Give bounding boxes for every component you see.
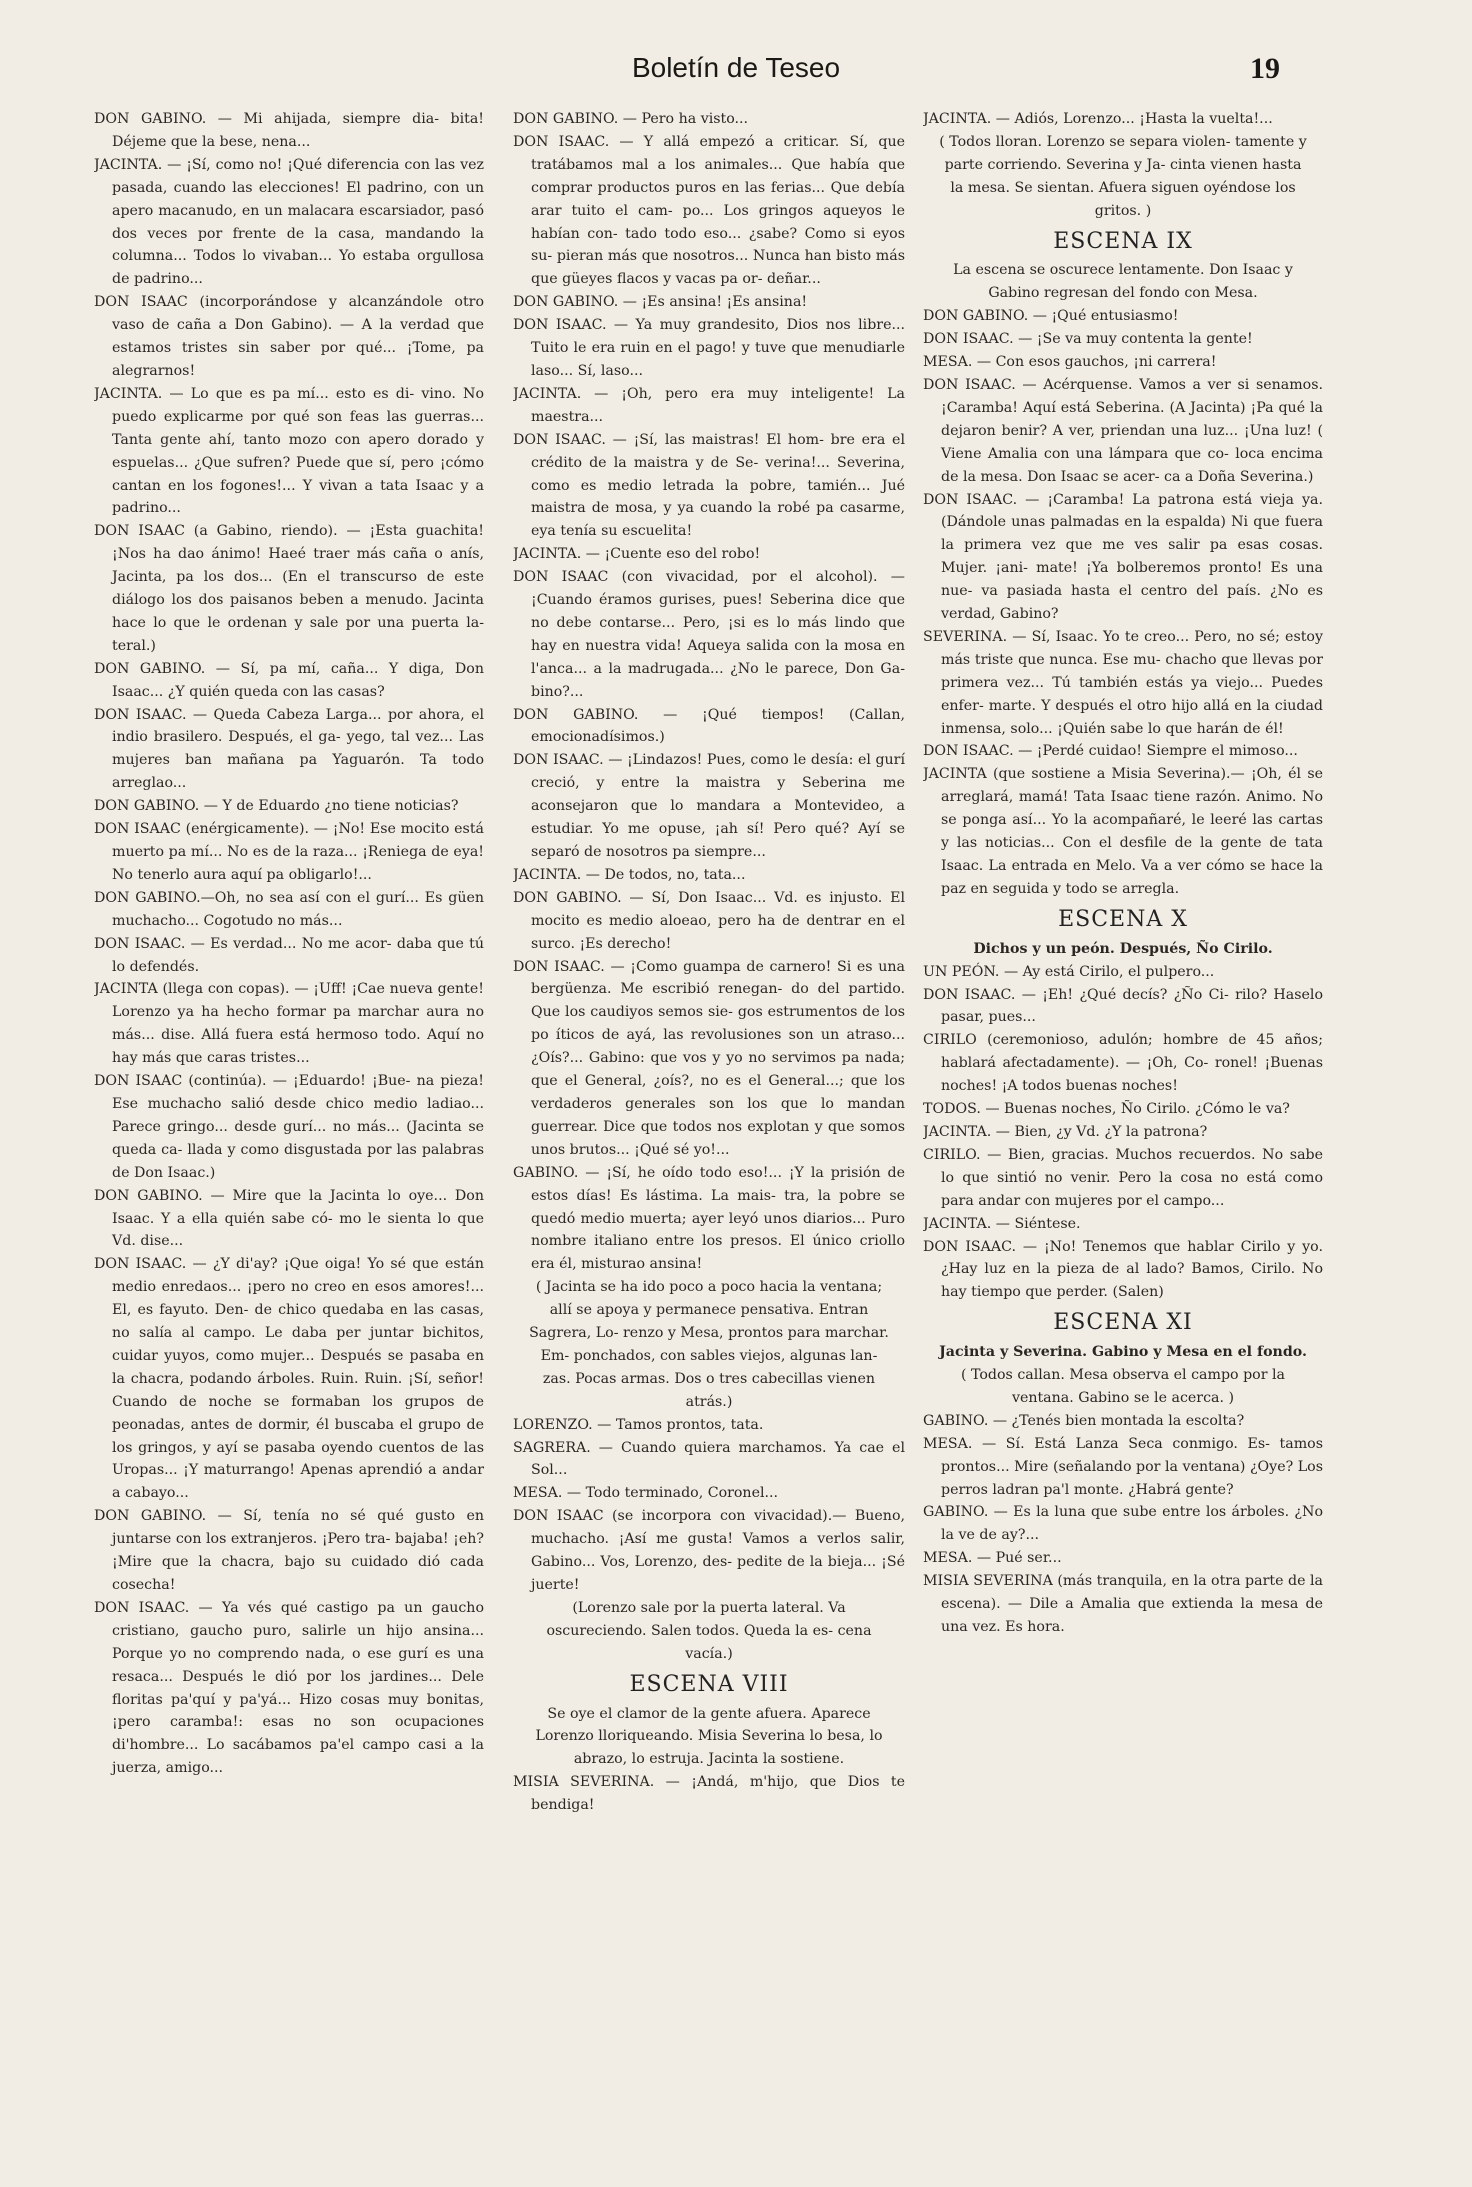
dialogue-line: DON ISAAC. — ¡Eh! ¿Qué decís? ¿Ño Ci- rilo? Haselo pasar, pues... (923, 986, 1323, 1026)
column-2 (513, 108, 905, 2178)
dialogue-line: DON GABINO. — Mi ahijada, siempre dia- bita! Déjeme que la bese, nena... (94, 111, 484, 150)
dialogue-line: DON ISAAC (incorporándose y alcanzándole otro vaso de caña a Don Gabino). — A la verdad que estamos tristes sin saber por qué... ¡Tome, pa alegrarnos! (94, 294, 484, 379)
stage-direction: ( Jacinta se ha ido poco a poco hacia la ventana; allí se apoya y permanece pensativa. Entran Sagrera, Lo- renzo y Mesa, prontos para marchar. Em- ponchados, con sables viejos, algunas lan- zas. Pocas armas. Dos o tres cabecillas vienen atrás.) (529, 1279, 889, 1410)
dialogue-line: DON GABINO. — ¡Qué entusiasmo! (923, 308, 1179, 325)
dialogue-line: DON ISAAC (se incorpora con vivacidad).— Bueno, muchacho. ¡Así me gusta! Vamos a verlos salir, Gabino... Vos, Lorenzo, des- pedite de la bieja... ¡Sé juerte! (513, 1508, 905, 1593)
dialogue-line: SAGRERA. — Cuando quiera marchamos. Ya cae el Sol... (513, 1439, 905, 1479)
dialogue-line: DON GABINO. — Sí, Don Isaac... Vd. es injusto. El mocito es medio aloeao, pero ha de dentrar en el surco. ¡Es derecho! (513, 889, 905, 952)
dialogue-line: DON GABINO. — ¡Es ansina! ¡Es ansina! (513, 294, 808, 311)
dialogue-line: DON ISAAC. — ¡Se va muy contenta la gente! (923, 331, 1253, 348)
scene-heading: ESCENA X (1058, 906, 1188, 932)
dialogue-line: MESA. — Pué ser... (923, 1550, 1062, 1567)
column-3 (923, 108, 1323, 2178)
stage-direction: ( Todos callan. Mesa observa el campo por la ventana. Gabino se le acerca. ) (960, 1367, 1286, 1406)
dialogue-line: DON ISAAC (a Gabino, riendo). — ¡Esta guachita! ¡Nos ha dao ánimo! Haeé traer más caña o anís, Jacinta, pa los dos... (En el transcurso de este diálogo los dos paisanos beben a menudo. Jacinta hace lo que le ordenan y sale por una puerta la- teral.) (94, 523, 484, 654)
page-number: 19 (1250, 52, 1280, 85)
scene-direction: Se oye el clamor de la gente afuera. Aparece Lorenzo lloriqueando. Misia Severina lo besa, lo abrazo, lo estruja. Jacinta la sostiene. (535, 1705, 883, 1768)
publication-title: Boletín de Teseo (631, 52, 841, 83)
dialogue-line: JACINTA. — De todos, no, tata... (513, 866, 746, 883)
dialogue-line: GABINO. — Es la luna que sube entre los árboles. ¿No la ve de ay?... (923, 1504, 1323, 1544)
dialogue-line: DON ISAAC. — ¡Como guampa de carnero! Si es una bergüenza. Me escribió renegan- do del partido. Que los caudiyos semos sie- gos estrumentos de los po íticos de ayá, las revolusiones son un atraso... ¿Oís?... Gabino: que vos y yo no servimos pa nada; que el General, ¿oís?, no es el General...; que los verdaderos generales son los que lo mandan guerrear. Dice que todos nos explotan y que somos unos brutos... ¡Qué sé yo!... (513, 958, 905, 1158)
dialogue-line: DON GABINO. — Sí, pa mí, caña... Y diga, Don Isaac... ¿Y quién queda con las casas? (94, 660, 484, 700)
dialogue-line: DON GABINO. — Mire que la Jacinta lo oye... Don Isaac. Y a ella quién sabe có- mo le sienta lo que Vd. dise... (94, 1187, 484, 1250)
dialogue-line: TODOS. — Buenas noches, Ño Cirilo. ¿Cómo le va? (923, 1101, 1290, 1118)
scene-heading: ESCENA IX (1053, 228, 1193, 254)
dialogue-line: MESA. — Con esos gauchos, ¡ni carrera! (923, 354, 1217, 371)
dialogue-line: DON ISAAC (enérgicamente). — ¡No! Ese mocito está muerto pa mí... No es de la raza... ¡Reniega de eya! No tenerlo aura aquí pa obligarlo!... (94, 821, 484, 883)
scene-direction: Dichos y un peón. Después, Ño Cirilo. (973, 940, 1273, 957)
dialogue-line: DON ISAAC (continúa). — ¡Eduardo! ¡Bue- na pieza! Ese muchacho salió desde chico medio ladiao... Parece gringo... desde gurí... no más... (Jacinta se queda ca- llada y como disgustada por las palabras de Don Isaac.) (94, 1073, 484, 1181)
dialogue-line: DON GABINO. — ¡Qué tiempos! (Callan, emocionadísimos.) (513, 706, 905, 746)
dialogue-line: DON ISAAC. — Y allá empezó a criticar. Sí, que tratábamos mal a los animales... Que había que comprar productos puros en las ferias... Que debía arar tuito el cam- po... Los gringos aqueyos le habían con- tado todo eso... ¿sabe? Como si eyos su- pieran más que nosotros... Nunca han bisto más que güeyes flacos y vacas pa or- deñar... (513, 133, 905, 288)
dialogue-line: DON GABINO. — Y de Eduardo ¿no tiene noticias? (94, 798, 459, 815)
scene-direction: Jacinta y Severina. Gabino y Mesa en el fondo. (939, 1344, 1307, 1361)
dialogue-line: DON ISAAC. — Queda Cabeza Larga... por ahora, el indio brasilero. Después, el ga- yego, tal vez... Las mujeres ban mañana pa Yaguarón. Ta todo arreglao... (94, 706, 484, 792)
dialogue-line: SEVERINA. — Sí, Isaac. Yo te creo... Pero, no sé; estoy más triste que nunca. Ese mu- chacho que llevas por primera vez... Tú también estás ya viejo... Puedes enfer- marte. Y después el otro hijo allá en la ciudad inmensa, solo... ¡Quién sabe lo que harán de él! (923, 628, 1323, 737)
stage-direction: (Lorenzo sale por la puerta lateral. Va oscureciendo. Salen todos. Queda la es- cena vacía.) (546, 1599, 872, 1662)
dialogue-line: JACINTA (llega con copas). — ¡Uff! ¡Cae nueva gente! Lorenzo ya ha hecho formar pa marchar aura no más... dise. Allá fuera está hermoso todo. Aquí no hay más que caras tristes... (94, 981, 484, 1067)
dialogue-line: DON GABINO. — Pero ha visto... (513, 111, 749, 127)
dialogue-line: DON ISAAC. — ¡Lindazos! Pues, como le desía: el gurí creció, y entre la maistra y Seberina me aconsejaron que lo mandara a Montevideo, a estudiar. Yo me opuse, ¡ah sí! Pero qué? Ayí se separó de nosotros pa siempre... (513, 752, 905, 860)
dialogue-line: JACINTA. — Adiós, Lorenzo... ¡Hasta la vuelta!... (923, 111, 1273, 127)
dialogue-line: DON GABINO.—Oh, no sea así con el gurí... Es güen muchacho... Cogotudo no más... (94, 889, 484, 929)
dialogue-line: DON ISAAC. — Ya muy grandesito, Dios nos libre... Tuito le era ruin en el pago! y tuve que menudiarle laso... Sí, laso... (513, 317, 905, 379)
dialogue-line: UN PEÓN. — Ay está Cirilo, el pulpero... (923, 963, 1215, 980)
dialogue-line: CIRILO (ceremonioso, adulón; hombre de 45 años; hablará afectadamente). — ¡Oh, Co- ronel! ¡Buenas noches! ¡A todos buenas noches! (923, 1032, 1323, 1095)
dialogue-line: JACINTA (que sostiene a Misia Severina).— ¡Oh, él se arreglará, mamá! Tata Isaac tiene razón. Animo. No se ponga así... Yo la acompañaré, le leeré las cartas y las noticias... Con el desfile de la gente de tata Isaac. La entrada en Melo. Va a ver cómo se hace la paz en seguida y todo se arregla. (923, 766, 1323, 897)
dialogue-line: JACINTA. — Lo que es pa mí... esto es di- vino. No puedo explicarme por qué son feas las guerras... Tanta gente ahí, tanto mozo con apero dorado y espuelas... ¿Que sufren? Puede que sí, pero ¡cómo cantan en los fogones!... Y vivan a tata Isaac y a padrino... (94, 385, 484, 517)
dialogue-line: JACINTA. — ¡Cuente eso del robo! (513, 546, 761, 563)
dialogue-line: MISIA SEVERINA (más tranquila, en la otra parte de la escena). — Dile a Amalia que extienda la mesa de una vez. Es hora. (923, 1573, 1323, 1635)
scene-heading: ESCENA XI (1053, 1310, 1193, 1336)
dialogue-line: MISIA SEVERINA. — ¡Andá, m'hijo, que Dios te bendiga! (513, 1774, 905, 1814)
dialogue-line: CIRILO. — Bien, gracias. Muchos recuerdos. No sabe lo que sintió no venir. Pero la cosa no está como para andar con mujeres por el campo... (923, 1146, 1323, 1209)
dialogue-line: DON ISAAC. — ¡Perdé cuidao! Siempre el mimoso... (923, 743, 1298, 760)
dialogue-line: MESA. — Todo terminado, Coronel... (513, 1485, 779, 1502)
dialogue-line: DON GABINO. — Sí, tenía no sé qué gusto en juntarse con los extranjeros. ¡Pero tra- bajaba! ¡eh? ¡Mire que la chacra, bajo su cuidado dió cada cosecha! (94, 1508, 484, 1593)
dialogue-line: DON ISAAC (con vivacidad, por el alcohol). — ¡Cuando éramos gurises, pues! Seberina dice que no debe contarse... Pero, ¡si es lo más lindo que hay en nuestra vida! Aqueya salida con la mosa en l'anca... a la madrugada... ¿No le parece, Don Ga- bino?... (513, 569, 905, 700)
stage-direction: ( Todos lloran. Lorenzo se separa violen- tamente y parte corriendo. Severina y Ja- cinta vienen hasta la mesa. Se sientan. Afuera siguen oyéndose los gritos. ) (939, 133, 1307, 219)
dialogue-line: MESA. — Sí. Está Lanza Seca conmigo. Es- tamos prontos... Mire (señalando por la ventana) ¿Oye? Los perros ladran pa'l monte. ¿Habrá gente? (923, 1435, 1323, 1498)
dialogue-line: DON ISAAC. — ¡No! Tenemos que hablar Cirilo y yo. ¿Hay luz en la pieza de al lado? Bamos, Cirilo. No hay tiempo que perder. (Salen) (923, 1238, 1323, 1301)
dialogue-line: DON ISAAC. — ¡Caramba! La patrona está vieja ya. (Dándole unas palmadas en la espalda) Ni que fuera la primera vez que me ves salir pa esas cosas. Mujer. ¡ani- mate! ¡Ya bolberemos pronto! Es una nue- va pasiada hasta el centro del país. ¿No es verdad, Gabino? (923, 491, 1323, 623)
dialogue-line: GABINO. — ¡Sí, he oído todo eso!... ¡Y la prisión de estos días! Es lástima. La mais- tra, la pobre se quedó medio muerta; ayer leyó unos diarios... Puro nombre italiano entre los presos. El único criollo era él, misturao ansina! (513, 1164, 905, 1273)
dialogue-line: JACINTA. — ¡Sí, como no! ¡Qué diferencia con las vez pasada, cuando las elecciones! El padrino, con un apero macanudo, en un malacara escarsiador, pasó dos veces por frente de la casa, mandando la columna... Todos lo vivaban... Yo estaba orgullosa de padrino... (94, 156, 484, 288)
dialogue-line: JACINTA. — Bien, ¿y Vd. ¿Y la patrona? (923, 1123, 1208, 1140)
dialogue-line: DON ISAAC. — Es verdad... No me acor- daba que tú lo defendés. (94, 935, 484, 975)
scene-direction: La escena se oscurece lentamente. Don Isaac y Gabino regresan del fondo con Mesa. (953, 262, 1293, 302)
dialogue-line: LORENZO. — Tamos prontos, tata. (513, 1416, 764, 1433)
column-1 (94, 108, 484, 2178)
dialogue-line: JACINTA. — Siéntese. (923, 1215, 1081, 1232)
dialogue-line: JACINTA. — ¡Oh, pero era muy inteligente! La maestra... (513, 385, 905, 425)
dialogue-line: DON ISAAC. — Acérquense. Vamos a ver si senamos. ¡Caramba! Aquí está Seberina. (A Jacinta) ¡Pa qué la dejaron benir? A ver, priendan una luz... ¡Una luz! ( Viene Amalia con una lámpara que co- loca encima de la mesa. Don Isaac se acer- ca a Doña Severina.) (923, 376, 1323, 485)
dialogue-line: DON ISAAC. — ¿Y di'ay? ¡Que oiga! Yo sé que están medio enredaos... ¡pero no creo en esos amores!... El, es fayuto. Den- de chico quedaba en las casas, no salía al campo. Le daba per juntar bichitos, cuidar yuyos, como mujer... Después se pasaba en la chacra, podando árboles. Ruin. Ruin. ¡Sí, señor! Cuando de noche se formaban los grupos de peonadas, antes de dormir, él buscaba el grupo de los gringos, y ayí se pasaba oyendo cuentos de las Uropas... ¡Y maturrango! Apenas aprendió a andar a cabayo... (94, 1256, 484, 1502)
scene-heading: ESCENA VIII (629, 1671, 789, 1697)
dialogue-line: GABINO. — ¿Tenés bien montada la escolta? (923, 1412, 1245, 1429)
dialogue-line: DON ISAAC. — ¡Sí, las maistras! El hom- bre era el crédito de la maistra y de Se- verina!... Severina, como es medio letrada la pobre, tamién... Jué maistra de mosa, y ya cuando la robé pa casarme, eya tenía su escuelita! (513, 431, 905, 540)
dialogue-line: DON ISAAC. — Ya vés qué castigo pa un gaucho cristiano, gaucho puro, salirle un hijo ansina... Porque yo no comprendo nada, o ese gurí es una resaca... Después le dió por los jardines... Dele floritas pa'quí y pa'yá... Hizo cosas muy bonitas, ¡pero caramba!: esas no son ocupaciones di'hombre... Lo sacábamos pa'el campo casi a la juerza, amigo... (94, 1599, 484, 1777)
